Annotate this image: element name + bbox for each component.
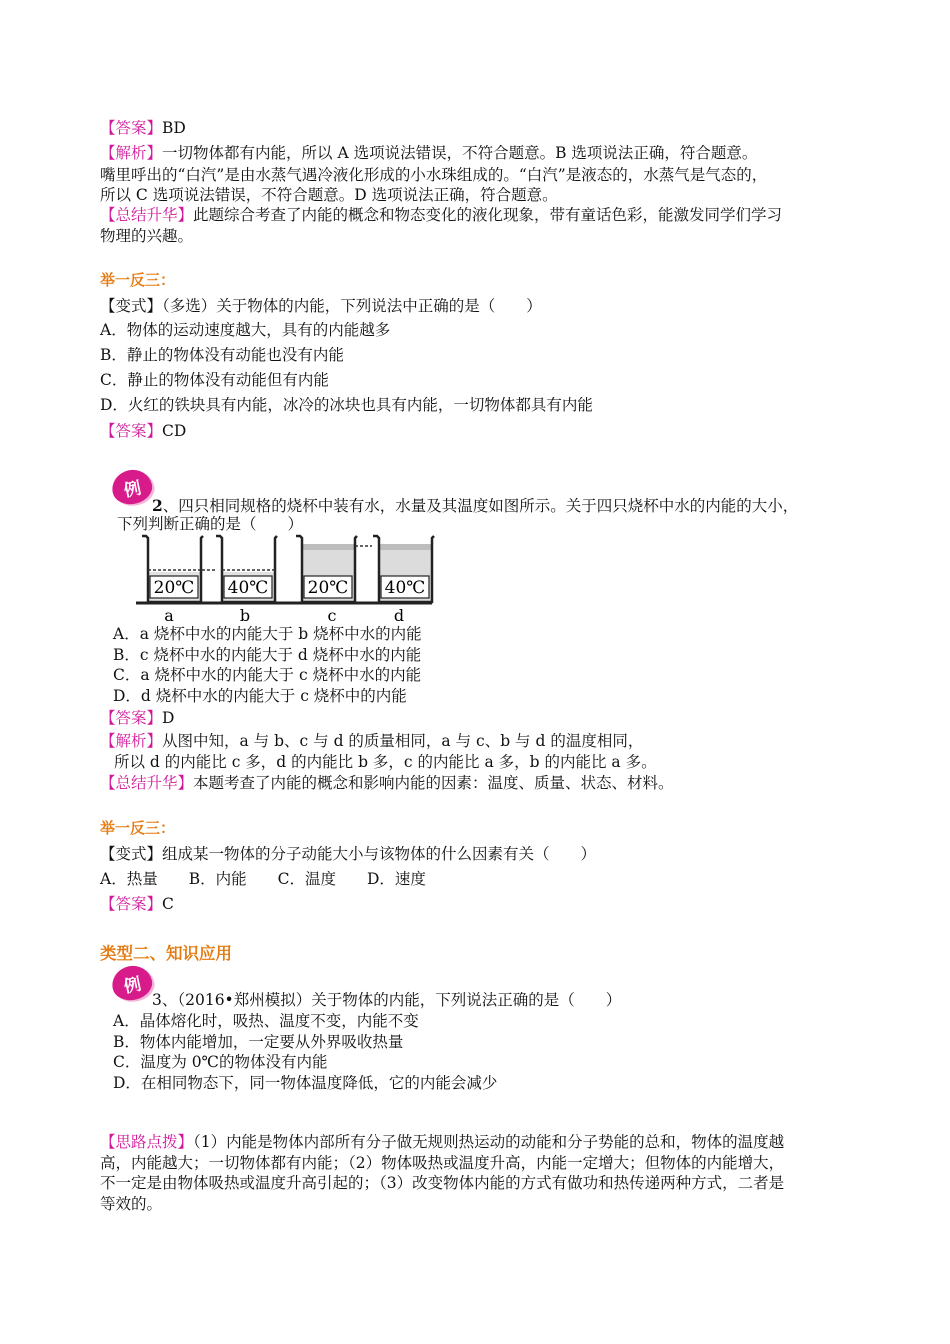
label-d: d	[393, 606, 405, 625]
example2-stem-line-2: 下列判断正确的是（ ）	[117, 515, 304, 533]
beaker-b	[216, 536, 277, 625]
example3-option-d: D．在相同物态下，同一物体温度降低，它的内能会减少	[113, 1074, 498, 1092]
answer-value: BD	[162, 119, 186, 137]
example2-option-c: C．a 烧杯中水的内能大于 c 烧杯中水的内能	[113, 666, 422, 684]
beaker-d	[373, 536, 434, 625]
beaker-c	[296, 536, 357, 625]
hint-line-3: 不一定是由物体吸热或温度升高引起的；（3）改变物体内能的方式有做功和热传递两种方式，二者是	[100, 1174, 785, 1192]
label-a: a	[164, 606, 174, 625]
answer-value: CD	[162, 422, 187, 440]
example2-stem: 、四只相同规格的烧杯中装有水，水量及其温度如图所示。关于四只烧杯中水的内能的大小，	[162, 497, 799, 515]
hint-text: （1）内能是物体内部所有分子做无规则热运动的动能和分子势能的总和，物体的温度越	[193, 1133, 785, 1151]
example3-option-a: A．晶体熔化时，吸热、温度不变，内能不变	[113, 1012, 419, 1030]
example-badge-icon: 例	[109, 466, 155, 508]
analysis-line-3: 所以 C 选项说法错误，不符合题意。D 选项说法正确，符合题意。	[100, 186, 558, 204]
practice-question: 【变式】（多选）关于物体的内能，下列说法中正确的是（ ）	[100, 297, 542, 315]
summary-text: 本题考查了内能的概念和影响内能的因素：温度、质量、状态、材料。	[193, 774, 674, 792]
summary-text: 此题综合考查了内能的概念和物态变化的液化现象，带有童话色彩，能激发同学们学习	[193, 206, 783, 224]
practice-answer	[100, 421, 186, 442]
beakers-figure	[136, 528, 436, 630]
type2-heading: 类型二、知识应用	[100, 944, 232, 963]
temp-b: 40℃	[227, 578, 269, 598]
temp-c: 20℃	[307, 578, 349, 598]
example2-option-d: D．d 烧杯中水的内能大于 c 烧杯中的内能	[113, 687, 407, 705]
answer-tag: 【答案】	[100, 119, 163, 137]
example3-option-c: C．温度为 0℃的物体没有内能	[113, 1053, 328, 1071]
answer-line-1	[100, 118, 186, 139]
practice-option-c: C．静止的物体没有动能但有内能	[100, 371, 329, 389]
practice-option-d: D．火红的铁块具有内能，冰冷的冰块也具有内能，一切物体都具有内能	[100, 396, 593, 414]
summary-line-2: 物理的兴趣。	[100, 227, 194, 245]
label-c: c	[327, 606, 337, 625]
answer-tag: 【答案】	[100, 422, 163, 440]
temp-a: 20℃	[153, 578, 195, 598]
answer-value: D	[162, 709, 175, 727]
label-b: b	[239, 606, 251, 625]
answer-tag: 【答案】	[100, 895, 163, 913]
analysis-line-1	[100, 143, 757, 164]
summary-line-1	[100, 205, 782, 226]
temp-d: 40℃	[384, 578, 426, 598]
example2-summary	[100, 773, 674, 794]
example2-answer	[100, 708, 174, 729]
practice-option-b: B．静止的物体没有动能也没有内能	[100, 346, 344, 364]
summary-tag: 【总结升华】	[100, 206, 194, 224]
analysis-tag: 【解析】	[100, 732, 163, 750]
example2-option-b: B．c 烧杯中水的内能大于 d 烧杯中水的内能	[113, 646, 422, 664]
example2-option-a: A．a 烧杯中水的内能大于 b 烧杯中水的内能	[113, 625, 422, 643]
answer-value: C	[162, 895, 174, 913]
beaker-a	[142, 536, 203, 625]
analysis-text: 一切物体都有内能，所以 A 选项说法错误，不符合题意。B 选项说法正确，符合题意。	[162, 144, 758, 162]
analysis-tag: 【解析】	[100, 144, 163, 162]
practice2-question: 【变式】组成某一物体的分子动能大小与该物体的什么因素有关（ ）	[100, 845, 597, 863]
practice-heading: 举一反三：	[100, 271, 176, 289]
example2-number: 2	[152, 496, 163, 515]
analysis-line-2: 嘴里呼出的“白汽”是由水蒸气遇冷液化形成的小水珠组成的。“白汽”是液态的，水蒸气是气态的，	[100, 166, 768, 184]
hint-line-4: 等效的。	[100, 1195, 163, 1213]
practice-option-a: A．物体的运动速度越大，具有的内能越多	[100, 321, 391, 339]
practice2-heading: 举一反三：	[100, 819, 176, 837]
example3-stem: 3、（2016•郑州模拟）关于物体的内能，下列说法正确的是（ ）	[152, 991, 622, 1009]
example-badge-icon: 例	[109, 962, 155, 1004]
answer-tag: 【答案】	[100, 709, 163, 727]
analysis-text: 从图中知，a 与 b、c 与 d 的质量相同，a 与 c、b 与 d 的温度相同，	[162, 732, 644, 750]
example2-analysis-line-1	[100, 731, 643, 752]
hint-line-1	[100, 1132, 784, 1153]
summary-tag: 【总结升华】	[100, 774, 194, 792]
hint-tag: 【思路点拨】	[100, 1133, 194, 1151]
example3-option-b: B．物体内能增加，一定要从外界吸收热量	[113, 1033, 404, 1051]
beakers-diagram	[136, 528, 436, 630]
practice2-options: A．热量 B．内能 C．温度 D．速度	[100, 870, 426, 888]
practice2-answer	[100, 894, 174, 915]
hint-line-2: 高，内能越大；一切物体都有内能；（2）物体吸热或温度升高，内能一定增大；但物体的内能增大，	[100, 1154, 785, 1172]
example2-analysis-line-2: 所以 d 的内能比 c 多，d 的内能比 b 多，c 的内能比 a 多，b 的内能比 a 多。	[114, 753, 657, 771]
